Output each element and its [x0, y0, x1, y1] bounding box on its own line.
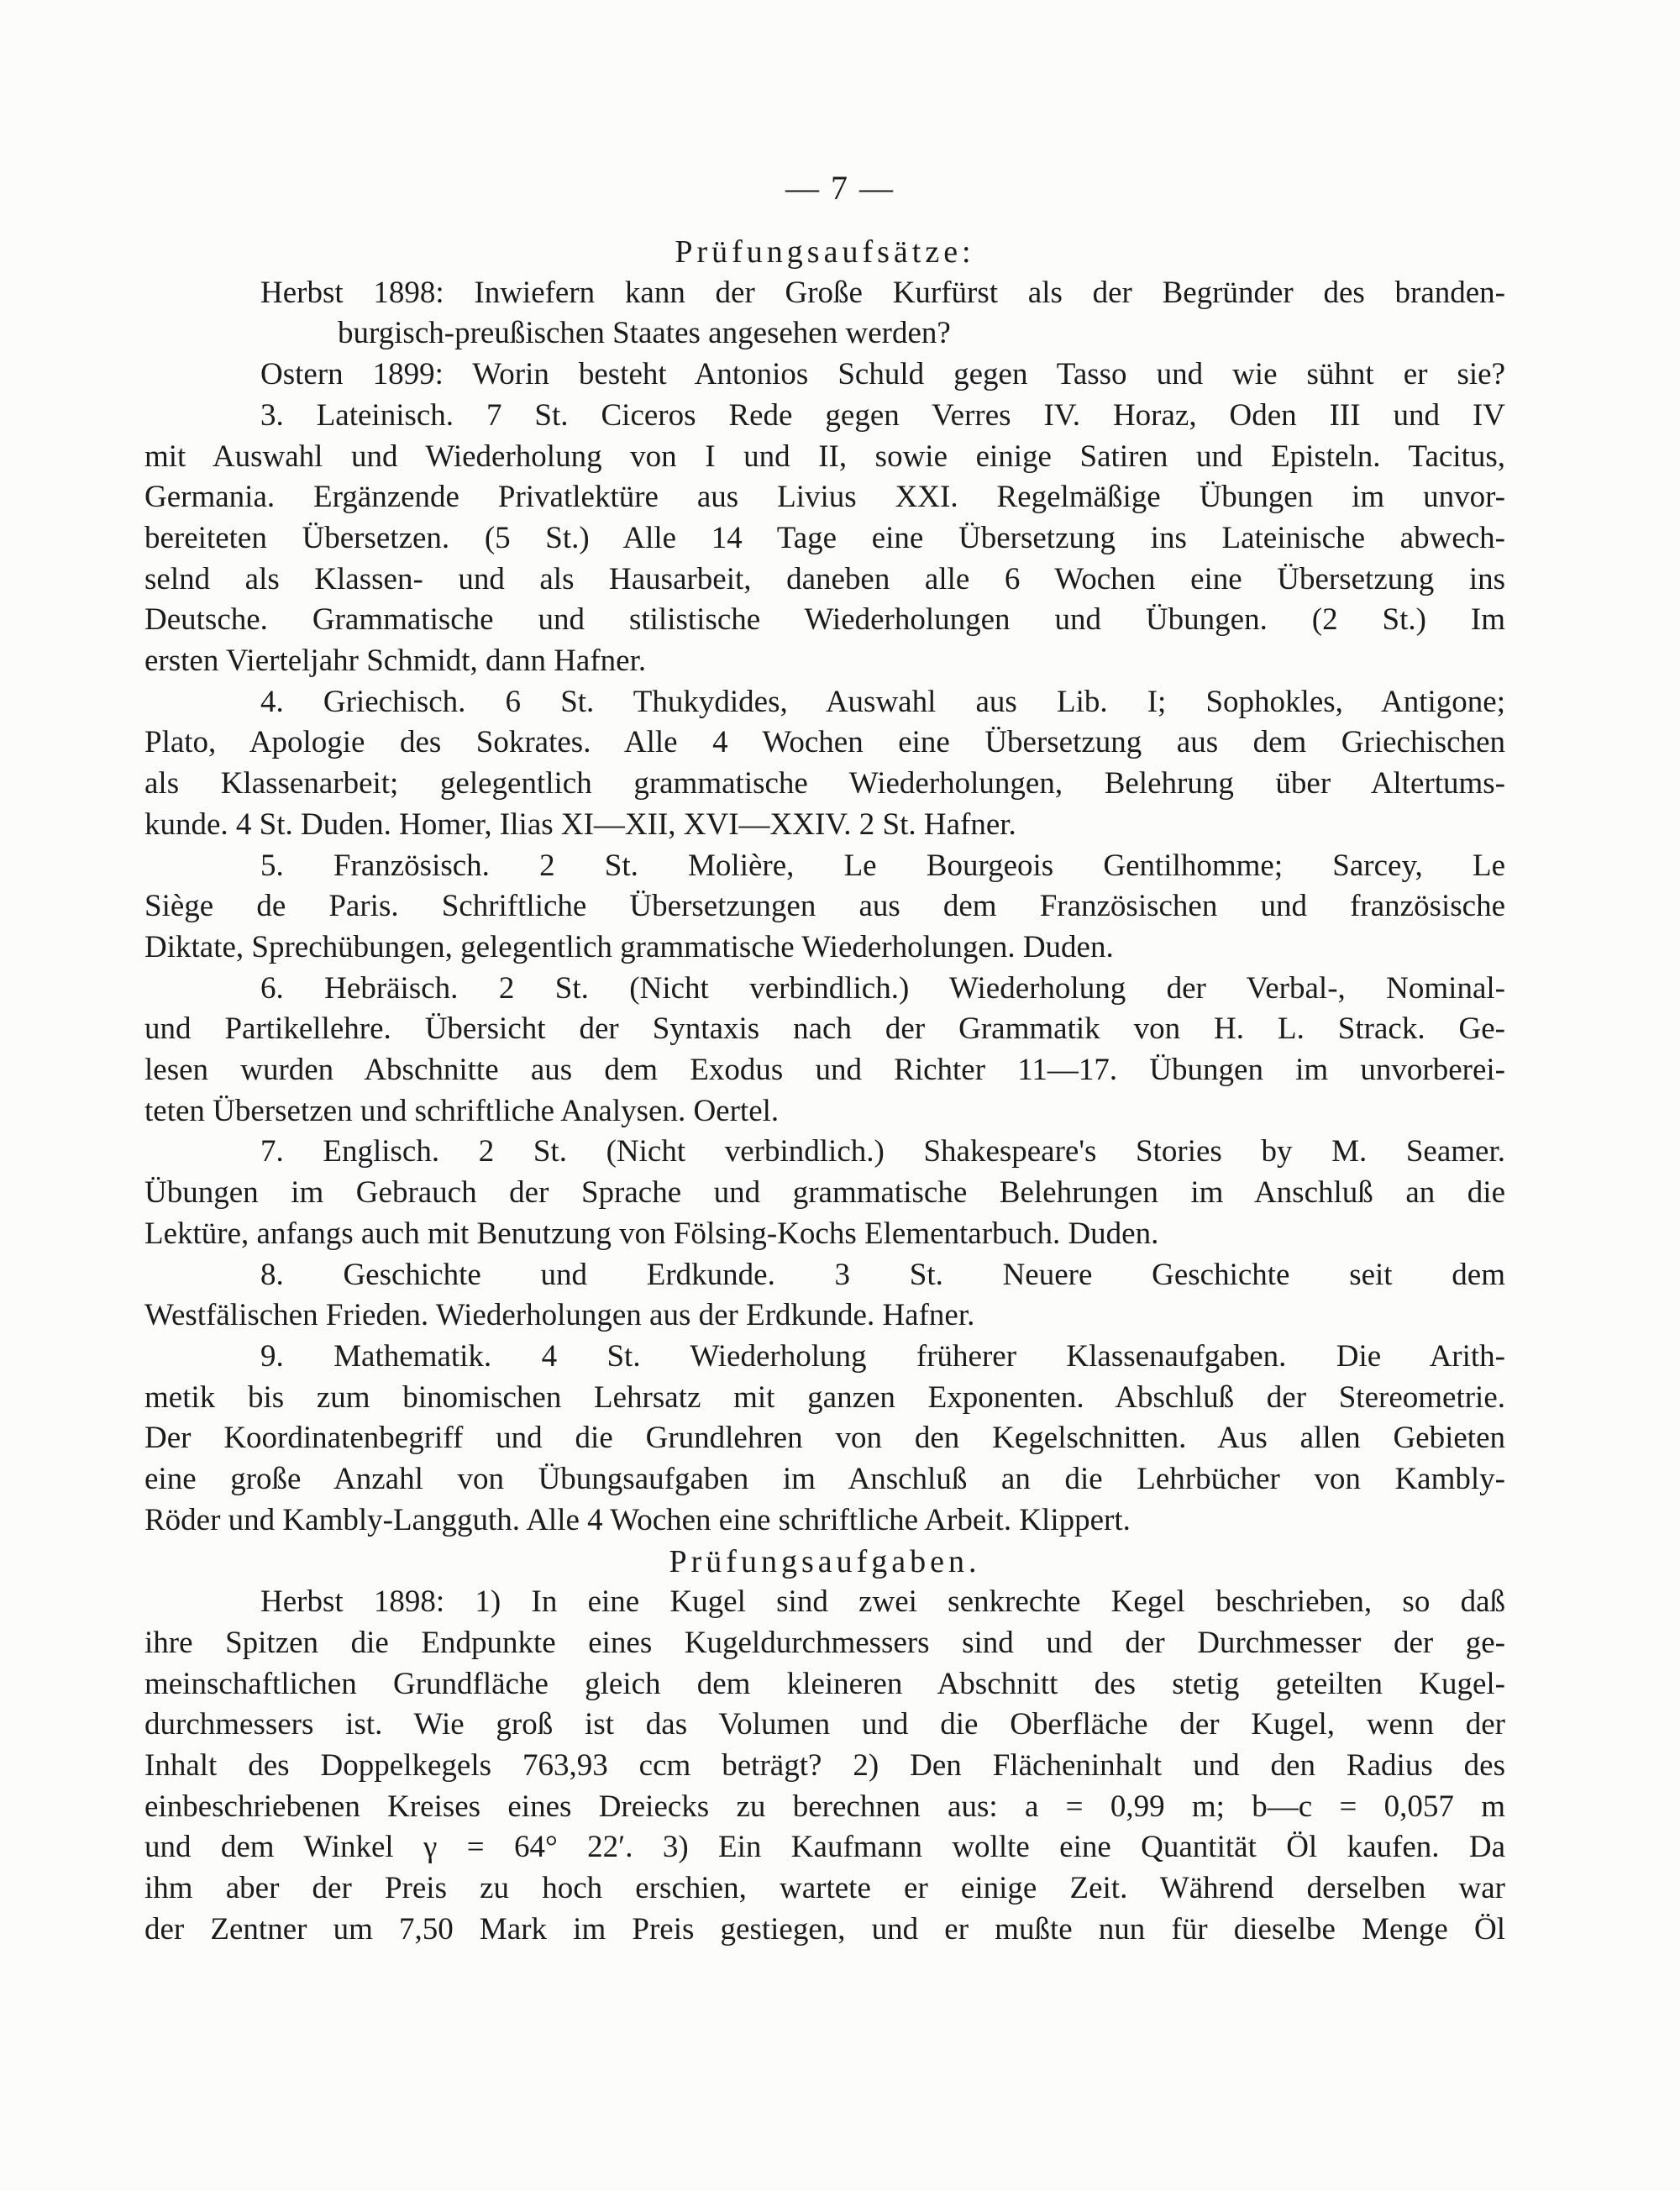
section-heading-pruefungsaufgaben: Prüfungsaufgaben. [669, 1543, 981, 1579]
text-line: mit Auswahl und Wiederholung von I und II, sowie einige Satiren und Episteln. Tacitus, [144, 439, 1505, 474]
text-line: Westfälischen Frieden. Wiederholungen aus der Erdkunde. Hafner. [144, 1298, 975, 1333]
text-line: Ostern 1899: Worin besteht Antonios Schuld gegen Tasso und wie sühnt er sie? [260, 357, 1505, 392]
text-line: burgisch-preußischen Staates angesehen werden? [338, 316, 951, 351]
text-line: 3. Lateinisch. 7 St. Ciceros Rede gegen Verres IV. Horaz, Oden III und IV [260, 397, 1505, 433]
text-line: eine große Anzahl von Übungsaufgaben im Anschluß an die Lehrbücher von Kambly- [144, 1462, 1505, 1497]
text-line: ihre Spitzen die Endpunkte eines Kugeldurchmessers sind und der Durchmesser der ge- [144, 1625, 1505, 1660]
text-line: metik bis zum binomischen Lehrsatz mit ganzen Exponenten. Abschluß der Stereometrie. [144, 1379, 1505, 1415]
text-line: und Partikellehre. Übersicht der Syntaxis nach der Grammatik von H. L. Strack. Ge- [144, 1011, 1505, 1047]
section-heading-pruefungsaufsaetze: Prüfungsaufsätze: [675, 234, 975, 270]
text-line: Lektüre, anfangs auch mit Benutzung von Fölsing-Kochs Elementarbuch. Duden. [144, 1216, 1159, 1251]
text-line: Siège de Paris. Schriftliche Übersetzungen aus dem Französischen und französische [144, 889, 1505, 924]
text-line: 8. Geschichte und Erdkunde. 3 St. Neuere Geschichte seit dem [260, 1257, 1505, 1292]
text-line: durchmessers ist. Wie groß ist das Volumen und die Oberfläche der Kugel, wenn der [144, 1707, 1505, 1742]
text-line: selnd als Klassen- und als Hausarbeit, daneben alle 6 Wochen eine Übersetzung ins [144, 561, 1505, 596]
text-line: kunde. 4 St. Duden. Homer, Ilias XI—XII, XVI—XXIV. 2 St. Hafner. [144, 807, 1016, 842]
text-line: Deutsche. Grammatische und stilistische Wiederholungen und Übungen. (2 St.) Im [144, 602, 1505, 638]
text-line: meinschaftlichen Grundfläche gleich dem kleineren Abschnitt des stetig geteilten Kugel- [144, 1666, 1505, 1701]
text-line: ihm aber der Preis zu hoch erschien, wartete er einige Zeit. Während derselben war [144, 1871, 1505, 1906]
text-line: Diktate, Sprechübungen, gelegentlich grammatische Wiederholungen. Duden. [144, 929, 1114, 964]
text-line: einbeschriebenen Kreises eines Dreiecks zu berechnen aus: a = 0,99 m; b—c = 0,057 m [144, 1789, 1505, 1824]
text-line: ersten Vierteljahr Schmidt, dann Hafner. [144, 644, 647, 679]
text-line: Übungen im Gebrauch der Sprache und grammatische Belehrungen im Anschluß an die [144, 1175, 1505, 1211]
text-line: Herbst 1898: 1) In eine Kugel sind zwei senkrechte Kegel beschrieben, so daß [260, 1584, 1505, 1620]
page-number: — 7 — [785, 169, 895, 207]
text-line: 5. Französisch. 2 St. Molière, Le Bourgeois Gentilhomme; Sarcey, Le [260, 848, 1505, 883]
text-line: der Zentner um 7,50 Mark im Preis gestiegen, und er mußte nun für dieselbe Menge Öl [144, 1911, 1505, 1947]
text-line: 6. Hebräisch. 2 St. (Nicht verbindlich.) Wiederholung der Verbal-, Nominal- [260, 970, 1505, 1006]
text-line: lesen wurden Abschnitte aus dem Exodus und Richter 11—17. Übungen im unvorberei- [144, 1053, 1505, 1088]
text-line: Inhalt des Doppelkegels 763,93 ccm beträgt? 2) Den Flächeninhalt und den Radius des [144, 1748, 1505, 1784]
text-line: und dem Winkel γ = 64° 22′. 3) Ein Kaufmann wollte eine Quantität Öl kaufen. Da [144, 1830, 1505, 1865]
text-line: 7. Englisch. 2 St. (Nicht verbindlich.) Shakespeare's Stories by M. Seamer. [260, 1134, 1505, 1169]
text-line: teten Übersetzen und schriftliche Analysen. Oertel. [144, 1093, 780, 1128]
text-line: Röder und Kambly-Langguth. Alle 4 Wochen eine schriftliche Arbeit. Klippert. [144, 1502, 1131, 1537]
body-text [144, 232, 1505, 1951]
text-line: bereiteten Übersetzen. (5 St.) Alle 14 Tage eine Übersetzung ins Lateinische abwech- [144, 520, 1505, 555]
text-line: als Klassenarbeit; gelegentlich grammatische Wiederholungen, Belehrung über Altertums- [144, 766, 1505, 801]
text-line: Plato, Apologie des Sokrates. Alle 4 Wochen eine Übersetzung aus dem Griechischen [144, 725, 1505, 760]
text-line: Germania. Ergänzende Privatlektüre aus Livius XXI. Regelmäßige Übungen im unvor- [144, 480, 1505, 515]
text-line: 9. Mathematik. 4 St. Wiederholung früherer Klassenaufgaben. Die Arith- [260, 1338, 1505, 1374]
text-line: Herbst 1898: Inwiefern kann der Große Kurfürst als der Begründer des branden- [260, 275, 1505, 310]
text-line: 4. Griechisch. 6 St. Thukydides, Auswahl aus Lib. I; Sophokles, Antigone; [260, 684, 1505, 719]
text-line: Der Koordinatenbegriff und die Grundlehren von den Kegelschnitten. Aus allen Gebieten [144, 1421, 1505, 1456]
